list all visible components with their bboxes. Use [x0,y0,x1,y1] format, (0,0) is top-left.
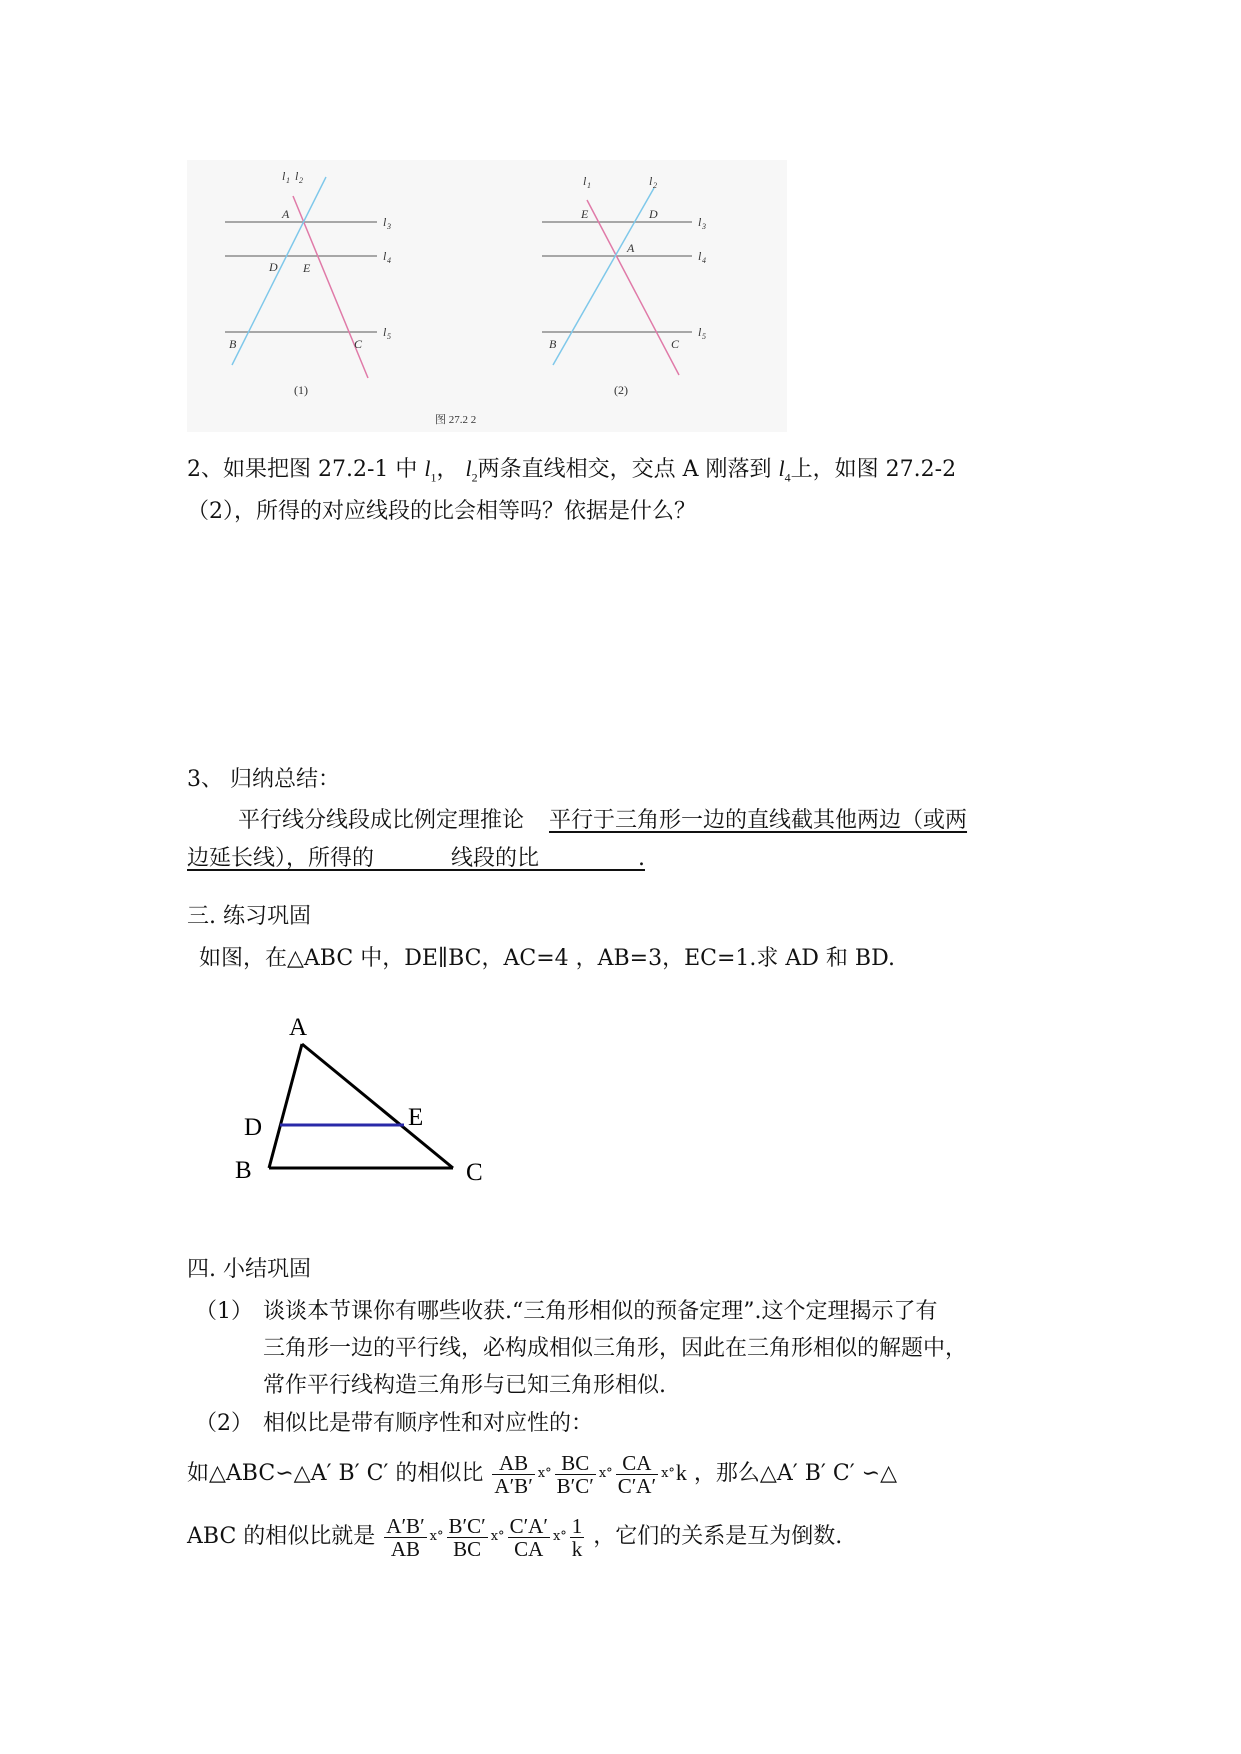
ratio2-suffix: ，它们的关系是互为倒数. [593,1524,843,1549]
fig1-label-A: A [282,207,290,221]
section3-heading: 三. 练习巩固 [187,904,311,929]
fig2-label-C: C [671,337,680,351]
ratio1-frac-1: $\frac{AB}{A'B'}$ [494,1450,533,1498]
triangle-side-AB [269,1044,302,1168]
fig2-label-A: A [627,241,635,255]
q3-line1 [238,806,967,836]
section4-item2-text: 相似比是带有顺序性和对应性的： [263,1411,594,1436]
fig1-label-l4: l [383,249,387,263]
ratio1-suffix: ，那么△A′ B′ C′ ∽△ [693,1461,898,1486]
q2-l1: $l_1$ [424,456,437,485]
fig2-label-l5-idx: 5 [702,332,706,341]
q3-line2: 边延长线），所得的_______线段的比_________. [187,846,645,871]
fig2-label-l4-idx: 4 [702,256,706,265]
q2-line1 [187,454,956,492]
fig1-label-l2: l [295,169,299,183]
ratio1-frac-3: $\frac{CA}{C'A'}$ [617,1450,657,1498]
fig1-label-l1: l [282,169,286,183]
fig1-label-l1-idx: 1 [286,176,290,185]
ratio2-prefix: ABC 的相似比就是 [187,1524,376,1549]
section4-item1-line2: 三角形一边的平行线，必构成相似三角形，因此在三角形相似的解题中， [263,1336,968,1361]
fig2-label-l3: l [698,215,702,229]
ratio2-frac-1: $\frac{A'B'}{AB}$ [386,1513,425,1561]
section4-item1-line3: 常作平行线构造三角形与已知三角形相似. [263,1373,666,1398]
figure-27-2-2-svg [187,160,787,432]
fig2-label-l3-idx: 3 [702,222,706,231]
fig1-label-l2-idx: 2 [299,176,303,185]
fig2-sub-caption: (2) [614,383,628,397]
fig2-label-B: B [549,337,557,351]
q2-l2: $l_2$ [465,456,478,485]
fig1-label-l5-idx: 5 [387,332,391,341]
ratio1-k: k [675,1460,687,1485]
fig1-line-l2 [232,177,326,365]
fig1-label-l5: l [383,325,387,339]
fig2-label-l5: l [698,325,702,339]
fig1-label-D: D [269,260,278,274]
q3-theorem-name: 平行线分线段成比例定理推论 [238,808,525,833]
figure-27-2-2 [187,160,787,432]
ratio-line-1: 如△ABC∽△A′ B′ C′ 的相似比 $\frac{AB}{A'B'}$ ⅹ° $\frac{BC}{B'C'}$ ⅹ° $\frac{CA}{C'A'}$ ⅹ°k ，那么△A′ B′ C′ ∽△ [187,1450,898,1498]
triangle-side-AC [302,1044,453,1168]
section3-problem: 如图，在△ABC 中，DE∥BC，AC=4 ，AB=3，EC=1.求 AD 和 BD. [199,946,895,971]
triangle-label-A: A [289,1014,308,1041]
ratio2-frac-4: $\frac{1}{k}$ [571,1513,583,1561]
q3-theorem-text: 平行于三角形一边的直线截其他两边（或两 [549,808,968,833]
section4-item2-num: （2） [195,1411,253,1436]
q2-sep: ， [436,457,459,482]
ratio1-frac-2: $\frac{BC}{B'C'}$ [556,1450,594,1498]
q2-line2: （2），所得的对应线段的比会相等吗？依据是什么？ [187,499,696,524]
figure-caption: 图 27.2 2 [435,414,477,426]
triangle-label-E: E [408,1104,424,1131]
triangle-label-D: D [244,1114,263,1141]
fig2-label-l1-idx: 1 [587,181,591,190]
fig2-label-D: D [649,207,658,221]
fig2-label-l2-idx: 2 [653,181,657,190]
fig2-label-l4: l [698,249,702,263]
fig1-label-E: E [303,261,311,275]
section4-heading: 四. 小结巩固 [187,1257,311,1282]
section4-item1-num: （1） [195,1299,253,1324]
ratio1-prefix: 如△ABC∽△A′ B′ C′ 的相似比 [187,1461,484,1486]
ratio2-frac-3: $\frac{C'A'}{CA}$ [509,1513,548,1561]
fig1-label-B: B [229,337,237,351]
triangle-label-C: C [466,1159,483,1186]
q3-heading: 3、 归纳总结： [187,767,340,792]
ratio-line-2: ABC 的相似比就是 $\frac{A'B'}{AB}$ ⅹ° $\frac{B'C'}{BC}$ ⅹ° $\frac{C'A'}{CA}$ ⅹ° $\frac{1}{k}$ ，它们的关系是互为倒数. [187,1513,843,1561]
fig2-label-l1: l [583,174,587,188]
triangle-label-B: B [235,1157,252,1184]
q2-l4: $l_4$ [778,456,791,485]
fig1-label-l3-idx: 3 [387,222,391,231]
q2-text-c: 上，如图 27.2-2 [790,457,957,482]
fig2-label-E: E [581,207,589,221]
section4-item1-line1: 谈谈本节课你有哪些收获.“三角形相似的预备定理”.这个定理揭示了有 [263,1299,938,1324]
ratio2-frac-2: $\frac{B'C'}{BC}$ [448,1513,486,1561]
triangle-figure [225,1000,495,1200]
fig2-label-l2: l [649,174,653,188]
fig1-sub-caption: (1) [294,383,308,397]
q2-text-a: 2、如果把图 27.2-1 中 [187,457,418,482]
fig1-label-C: C [354,337,363,351]
fig1-label-l4-idx: 4 [387,256,391,265]
fig2-line-l2 [553,188,654,365]
q2-text-b: 两条直线相交，交点 A 刚落到 [477,457,772,482]
fig1-label-l3: l [383,215,387,229]
